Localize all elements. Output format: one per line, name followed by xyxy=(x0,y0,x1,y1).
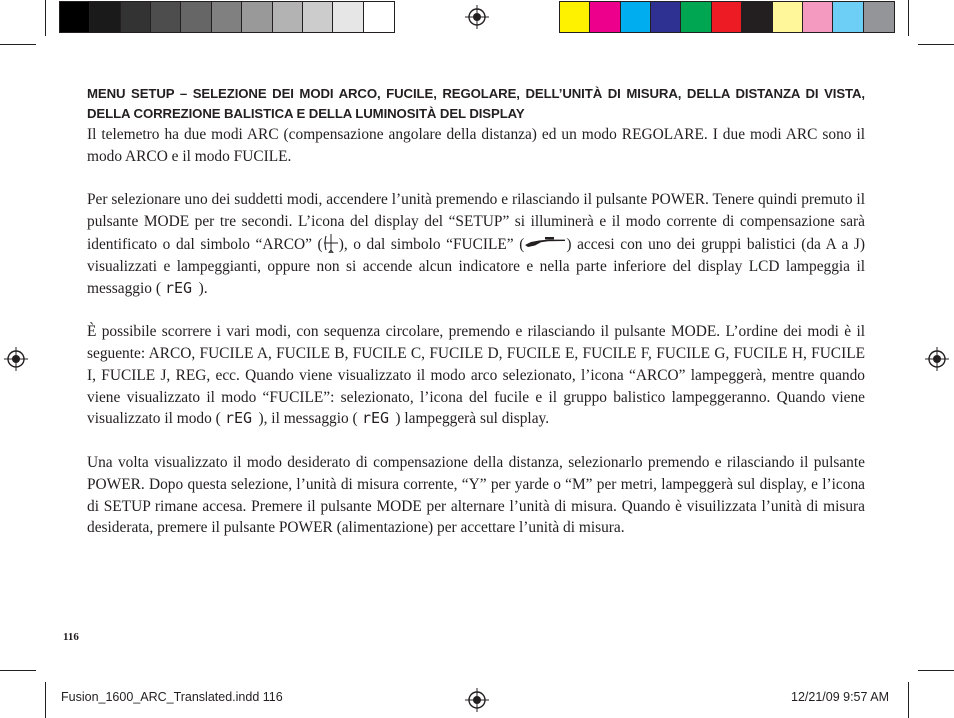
color-swatch xyxy=(364,2,394,32)
crop-mark xyxy=(45,682,46,718)
color-swatch xyxy=(833,2,863,32)
gray-color-bar xyxy=(59,1,395,33)
color-swatch xyxy=(212,2,242,32)
color-swatch xyxy=(712,2,742,32)
crop-mark xyxy=(908,0,909,36)
slug-timestamp: 12/21/09 9:57 AM xyxy=(791,690,889,704)
color-swatch xyxy=(151,2,181,32)
slug-filename: Fusion_1600_ARC_Translated.indd 116 xyxy=(61,690,283,704)
paragraph-intro: Il telemetro ha due modi ARC (compensazione angolare della distanza) ed un modo REGOLARE. I due modi ARC sono il modo ARCO e il modo FUCILE. xyxy=(87,126,865,165)
registration-mark-icon xyxy=(925,347,949,371)
svg-text:rEG: rEG xyxy=(361,410,389,426)
color-swatch xyxy=(181,2,211,32)
color-swatch xyxy=(742,2,772,32)
crop-mark xyxy=(918,44,954,45)
registration-mark-icon xyxy=(465,5,489,29)
section-heading: MENU SETUP – SELEZIONE DEI MODI ARCO, FUCILE, REGOLARE, DELL’UNITÀ DI MISURA, DELLA DISTANZA DI VISTA, DELLA CORREZIONE BALISTICA E DELLA LUMINOSITÀ DEL DISPLAY xyxy=(87,86,865,121)
crop-mark xyxy=(0,44,36,45)
color-swatch xyxy=(621,2,651,32)
lcd-reg-message xyxy=(362,410,392,425)
manual-page-content xyxy=(87,84,865,539)
color-swatch xyxy=(121,2,151,32)
paragraph-unit-select: Una volta visualizzato il modo desiderato di compensazione della distanza, selezionarlo premendo e rilasciando il pulsante POWER. Dopo questa selezione, l’unità di misura corrente, “Y” per yarde o “M” per metri, lampeggerà sul display, e l’icona di SETUP rimane accesa. Premere il pulsante MODE per alternare l’unità di misura. Quando è visuilizzata l’unità di misura desiderata, premere il pulsante POWER (alimentazione) per accettare l’unità di misura. xyxy=(87,453,865,537)
svg-text:rEG: rEG xyxy=(164,279,192,295)
color-swatch xyxy=(590,2,620,32)
color-swatch xyxy=(560,2,590,32)
registration-mark-icon xyxy=(4,347,28,371)
color-swatch xyxy=(773,2,803,32)
color-swatch xyxy=(333,2,363,32)
color-swatch xyxy=(242,2,272,32)
svg-text:rEG: rEG xyxy=(224,410,252,426)
color-swatch xyxy=(803,2,833,32)
color-swatch xyxy=(60,2,90,32)
bow-icon xyxy=(323,233,339,253)
lcd-reg-message xyxy=(165,280,195,295)
color-swatch xyxy=(681,2,711,32)
color-swatch xyxy=(651,2,681,32)
color-swatch xyxy=(864,2,894,32)
paragraph-mode-cycle: È possibile scorrere i vari modi, con sequenza circolare, premendo e rilasciando il pulsante MODE. L’ordine dei modi è il seguente: ARCO, FUCILE A, FUCILE B, FUCILE C, FUCILE D, FUCILE E, FUCILE F, FUCILE G, FUCILE H, FUCILE I, FUCILE J, REG, ecc. Quando viene visualizzato il modo arco selezionato, l’icona “ARCO” lampeggerà, mentre quando viene visualizzato il modo “FUCILE”: selezionato, l’icona del fucile e il gruppo balistico lampeggeranno. Quando viene visualizzato il modo ( rEG ), il messaggio ( rEG ) lampeggerà sul display. xyxy=(87,323,865,428)
color-swatch xyxy=(303,2,333,32)
crop-mark xyxy=(908,682,909,718)
crop-mark xyxy=(45,0,46,36)
process-color-bar xyxy=(559,1,895,33)
page-number: 116 xyxy=(63,631,79,643)
paragraph-select-mode: Per selezionare uno dei suddetti modi, accendere l’unità premendo e rilasciando il pulsante POWER. Tenere quindi premuto il pulsante MODE per tre secondi. L’icona del display del “SETUP” si illuminerà e il modo corrente di compensazione sarà identificato o dal simbolo “ARCO” ( ), o dal simbolo “FUCILE” ( ) accesi con uno dei gruppi balistici (da A a J) visualizzati e lampeggianti, oppure non si accende alcun indicatore e nella parte inferiore del display LCD lampeggia il messaggio ( rEG ). xyxy=(87,191,865,297)
crop-mark xyxy=(918,670,954,671)
registration-mark-icon xyxy=(465,688,489,712)
color-swatch xyxy=(90,2,120,32)
crop-mark xyxy=(0,670,36,671)
color-swatch xyxy=(273,2,303,32)
rifle-icon xyxy=(524,236,566,248)
lcd-reg-message xyxy=(225,410,255,425)
